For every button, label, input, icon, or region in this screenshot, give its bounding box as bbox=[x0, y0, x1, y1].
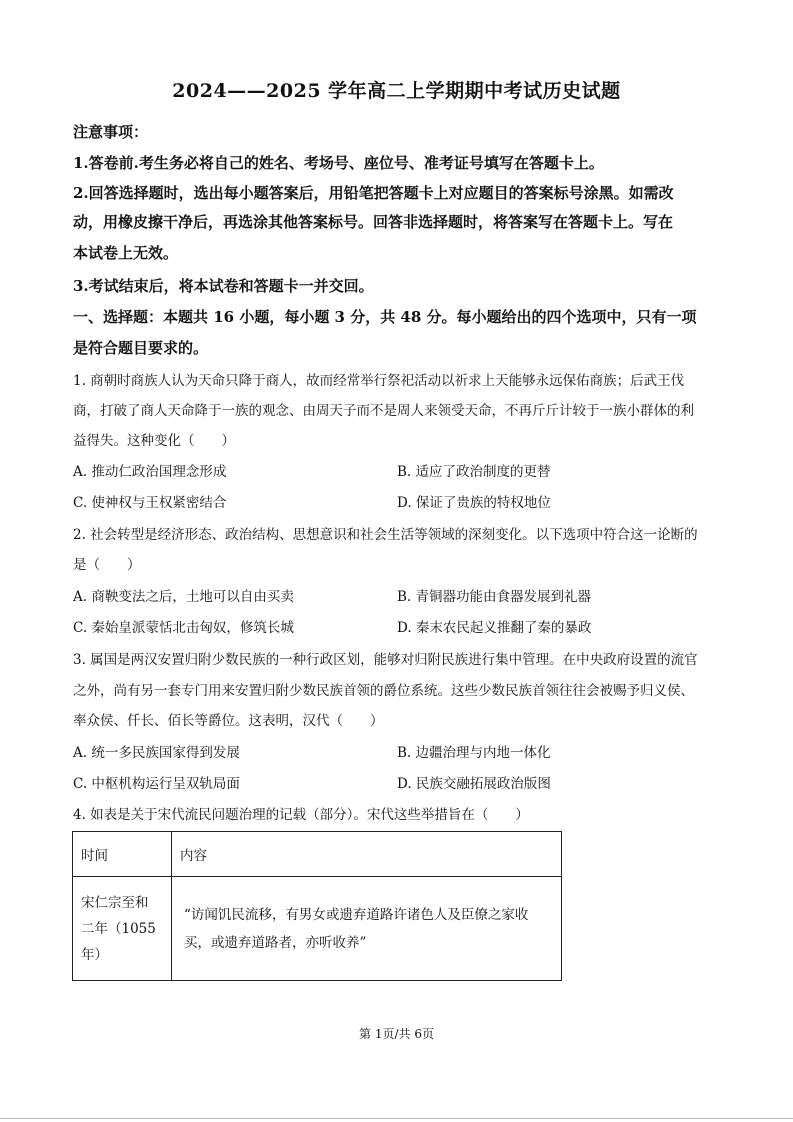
option-b: B. 青铜器功能由食器发展到礼器 bbox=[397, 589, 592, 605]
note-line: 动，用橡皮擦干净后，再选涂其他答案标号。回答非选择题时，将答案写在答题卡上。写在 bbox=[73, 213, 674, 231]
page-footer: 第 1页/共 6页 bbox=[359, 1027, 434, 1041]
table-header-row bbox=[73, 832, 562, 877]
option-d: D. 秦末农民起义推翻了秦的暴政 bbox=[397, 620, 592, 636]
page-title: 2024——2025 学年高二上学期期中考试历史试题 bbox=[172, 80, 621, 102]
option-d: D. 保证了贵族的特权地位 bbox=[397, 495, 551, 511]
option-d: D. 民族交融拓展政治版图 bbox=[397, 776, 551, 792]
note-line: 本试卷上无效。 bbox=[73, 244, 179, 262]
question-2-line: 是（ ） bbox=[73, 557, 141, 573]
note-line: 2.回答选择题时，选出每小题答案后，用铅笔把答题卡上对应题目的答案标号涂黑。如需改 bbox=[73, 184, 674, 202]
time-line: 宋仁宗至和 bbox=[81, 894, 149, 911]
question-3-line: 之外，尚有另一套专门用来安置归附少数民族首领的爵位系统。这些少数民族首领往往会被赐予归义侯、 bbox=[73, 683, 694, 699]
question-1-line: 商，打破了商人天命降于一族的观念、由周天子而不是周人来领受天命，不再斤斤计较于一族小群体的利 bbox=[73, 403, 694, 419]
time-line: 二年（1055 bbox=[81, 920, 156, 937]
option-a: A. 商鞅变法之后，土地可以自由买卖 bbox=[73, 589, 294, 605]
time-line: 年） bbox=[81, 946, 108, 963]
note-line: 3.考试结束后，将本试卷和答题卡一并交回。 bbox=[73, 277, 374, 295]
table-row bbox=[73, 877, 562, 981]
notes-heading: 注意事项： bbox=[73, 123, 149, 141]
note-line: 1.答卷前.考生务必将自己的姓名、考场号、座位号、准考证号填写在答题卡上。 bbox=[73, 154, 604, 172]
table-cell-content bbox=[172, 877, 562, 981]
option-a: A. 统一多民族国家得到发展 bbox=[73, 745, 240, 761]
option-c: C. 中枢机构运行呈双轨局面 bbox=[73, 776, 240, 792]
question-4-line: 4. 如表是关于宋代流民问题治理的记载（部分）。宋代这些举措旨在（ ） bbox=[73, 807, 529, 823]
section-heading: 一、选择题：本题共 16 小题，每小题 3 分，共 48 分。每小题给出的四个选项中，只有一项 bbox=[73, 308, 697, 326]
question-1-line: 1. 商朝时商族人认为天命只降于商人，故而经常举行祭祀活动以祈求上天能够永远保佑商族；后武王伐 bbox=[73, 373, 685, 389]
table-cell-time bbox=[73, 877, 172, 981]
content-line: 买，或遗弃道路者，亦听收养” bbox=[184, 934, 367, 951]
question-2-line: 2. 社会转型是经济形态、政治结构、思想意识和社会生活等领域的深刻变化。以下选项中符合这一论断的 bbox=[73, 527, 698, 543]
question-3-line: 率众侯、仟长、佰长等爵位。这表明，汉代（ ） bbox=[73, 713, 384, 729]
question-1-line: 益得失。这种变化（ ） bbox=[73, 433, 235, 449]
option-b: B. 边疆治理与内地一体化 bbox=[397, 745, 551, 761]
history-table bbox=[72, 831, 562, 981]
option-c: C. 秦始皇派蒙恬北击匈奴，修筑长城 bbox=[73, 620, 294, 636]
section-heading: 是符合题目要求的。 bbox=[73, 339, 209, 357]
option-b: B. 适应了政治制度的更替 bbox=[397, 464, 551, 480]
option-c: C. 使神权与王权紧密结合 bbox=[73, 495, 227, 511]
bottom-divider bbox=[0, 1118, 793, 1119]
table-header-content: 内容 bbox=[172, 832, 562, 877]
content-line: “访闻饥民流移，有男女或遗弃道路许诸色人及臣僚之家收 bbox=[184, 906, 529, 923]
question-3-line: 3. 属国是两汉安置归附少数民族的一种行政区划，能够对归附民族进行集中管理。在中央政府设置的流官 bbox=[73, 652, 698, 668]
option-a: A. 推动仁政治国理念形成 bbox=[73, 464, 227, 480]
table-header-time: 时间 bbox=[73, 832, 172, 877]
